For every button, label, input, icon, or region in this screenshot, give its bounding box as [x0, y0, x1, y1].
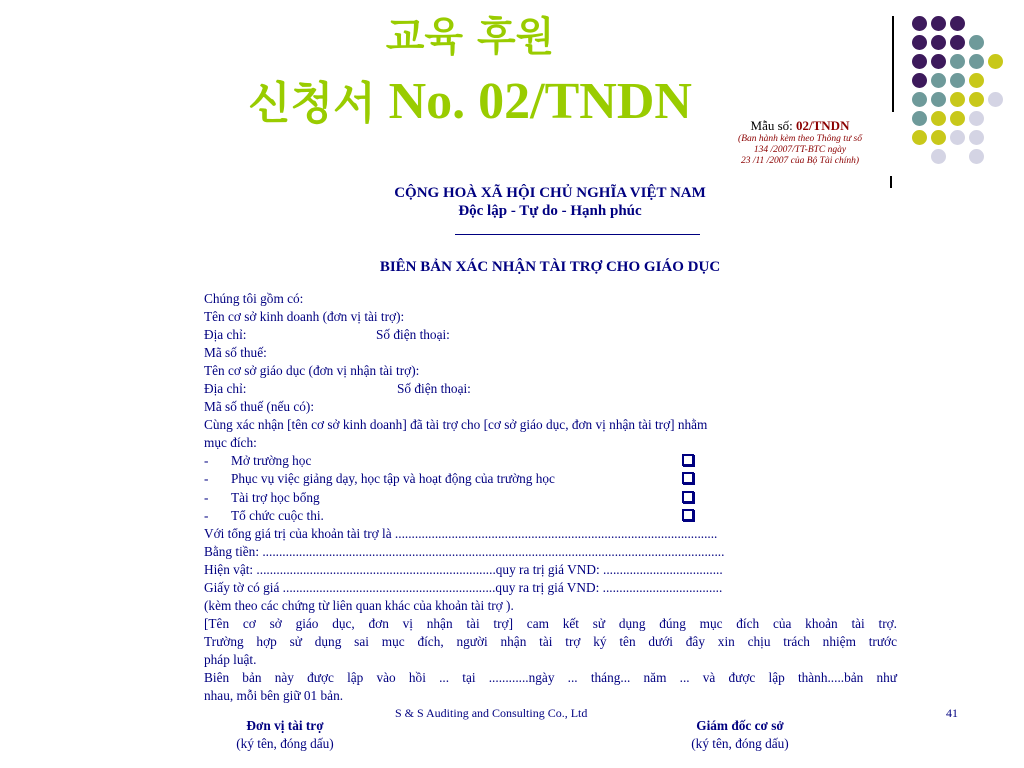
form-note-line: (Ban hành kèm theo Thông tư số: [738, 134, 862, 144]
dot: [950, 73, 965, 88]
form-header: [700, 118, 900, 167]
body-line: Giấy tờ có giá ................................................................quy ra trị giá VND: ....................................: [204, 579, 723, 595]
body-line: Với tổng giá trị của khoản tài trợ là .................................................................................................: [204, 525, 718, 541]
body-line: [Tên cơ sở giáo dục, đơn vị nhận tài trợ] cam kết sử dụng đúng mục đích của khoản tài trợ.: [204, 615, 897, 631]
purpose-checkbox[interactable]: [682, 454, 694, 466]
dot: [950, 16, 965, 31]
phone-label: Số điện thoại:: [376, 327, 450, 343]
body-line: Tên cơ sở kinh doanh (đơn vị tài trợ):: [204, 309, 405, 325]
form-number-code: 02/TNDN: [796, 118, 850, 133]
purpose-bullet: -: [204, 507, 209, 523]
body-line: Hiện vật: ........................................................................quy ra trị giá VND: ....................................: [204, 561, 723, 577]
dot: [912, 130, 927, 145]
document-body: [204, 290, 897, 705]
dot: [969, 92, 984, 107]
body-line: Chúng tôi gồm có:: [204, 291, 304, 306]
purpose-checkbox[interactable]: [682, 491, 694, 503]
footer-company: S & S Auditing and Consulting Co., Ltd: [395, 706, 588, 720]
body-line: Mã số thuế:: [204, 345, 267, 361]
slide-title-line-1: 교육 후원: [385, 14, 555, 60]
body-line: mục đích:: [204, 435, 257, 451]
purpose-label: Phục vụ việc giảng dạy, học tập và hoạt động của trường học: [231, 471, 555, 487]
dot: [969, 149, 984, 164]
body-line: Trường hợp sử dụng sai mục đích, người nhận tài trợ ký tên dưới đây xin chịu trách nhiệm trước: [204, 633, 897, 649]
decorative-vertical-line-top: [892, 16, 894, 112]
dot: [950, 130, 965, 145]
dot: [988, 54, 1003, 69]
purpose-option: [204, 470, 897, 488]
address-label: Địa chỉ:: [204, 327, 247, 343]
form-note-line: 23 /11 /2007 của Bộ Tài chính): [740, 156, 860, 166]
dot: [931, 16, 946, 31]
dot: [912, 92, 927, 107]
dot: [931, 111, 946, 126]
dot: [950, 111, 965, 126]
dot: [988, 92, 1003, 107]
dot: [950, 35, 965, 50]
header-rule: [455, 234, 700, 235]
purpose-label: Mở trường học: [231, 453, 312, 469]
dot: [969, 130, 984, 145]
body-line: [204, 380, 897, 398]
dot: [912, 35, 927, 50]
body-line: (kèm theo các chứng từ liên quan khác của khoản tài trợ ).: [204, 597, 514, 613]
form-note-line: 134 /2007/TT-BTC ngày: [753, 145, 847, 155]
document-title: BIÊN BẢN XÁC NHẬN TÀI TRỢ CHO GIÁO DỤC: [379, 259, 721, 275]
dot: [931, 73, 946, 88]
signature-block-director: [655, 717, 825, 753]
phone-label: Số điện thoại:: [397, 381, 471, 397]
purpose-bullet: -: [204, 471, 209, 487]
dot: [931, 149, 946, 164]
body-line: Cùng xác nhận [tên cơ sở kinh doanh] đã tài trợ cho [cơ sở giáo dục, đơn vị nhận tài trợ] nhằm: [204, 417, 708, 433]
dot: [969, 35, 984, 50]
signature-role: Đơn vị tài trợ: [246, 718, 324, 733]
dot: [969, 111, 984, 126]
address-label: Địa chỉ:: [204, 381, 247, 397]
signature-block-sponsor: [200, 717, 370, 753]
dot: [912, 54, 927, 69]
signature-note: (ký tên, đóng dấu): [236, 736, 334, 751]
body-line: Biên bản này được lập vào hồi ... tại ............ngày ... tháng... năm ... và được lập thành.....bản như: [204, 669, 897, 685]
purpose-label: Tổ chức cuộc thi.: [231, 507, 324, 523]
purpose-option: [204, 489, 897, 507]
purpose-option: [204, 507, 897, 525]
slide-title-line-2: [210, 70, 730, 136]
purpose-label: Tài trợ học bổng: [231, 489, 320, 505]
dot: [912, 73, 927, 88]
body-line: Bằng tiền: ...........................................................................................................................................: [204, 543, 725, 559]
form-number-label: Mẫu số:: [750, 118, 793, 133]
signature-role: Giám đốc cơ sở: [696, 718, 784, 733]
dot: [931, 35, 946, 50]
page-number: 41: [946, 706, 958, 720]
purpose-checkbox[interactable]: [682, 472, 694, 484]
dot: [950, 92, 965, 107]
signature-note: (ký tên, đóng dấu): [691, 736, 789, 751]
body-line: [204, 326, 897, 344]
national-motto: Độc lập - Tự do - Hạnh phúc: [458, 203, 642, 219]
body-line: Mã số thuế (nếu có):: [204, 399, 315, 415]
dot: [912, 16, 927, 31]
dot: [931, 54, 946, 69]
body-line: nhau, mỗi bên giữ 01 bản.: [204, 688, 344, 704]
slide-title-korean: 신청서: [248, 78, 376, 129]
dot: [912, 111, 927, 126]
slide-title-latin: No. 02/TNDN: [375, 73, 692, 130]
purpose-bullet: -: [204, 489, 209, 505]
body-line: Tên cơ sở giáo dục (đơn vị nhận tài trợ):: [204, 363, 420, 379]
form-number: [700, 118, 900, 134]
purpose-bullet: -: [204, 453, 209, 469]
purpose-option: [204, 452, 897, 470]
purpose-checkbox[interactable]: [682, 509, 694, 521]
dot: [969, 73, 984, 88]
national-title: CỘNG HOÀ XÃ HỘI CHỦ NGHĨA VIỆT NAM: [394, 185, 706, 201]
dot: [931, 92, 946, 107]
dot: [969, 54, 984, 69]
body-line: pháp luật.: [204, 651, 257, 667]
dot: [950, 54, 965, 69]
dot: [931, 130, 946, 145]
